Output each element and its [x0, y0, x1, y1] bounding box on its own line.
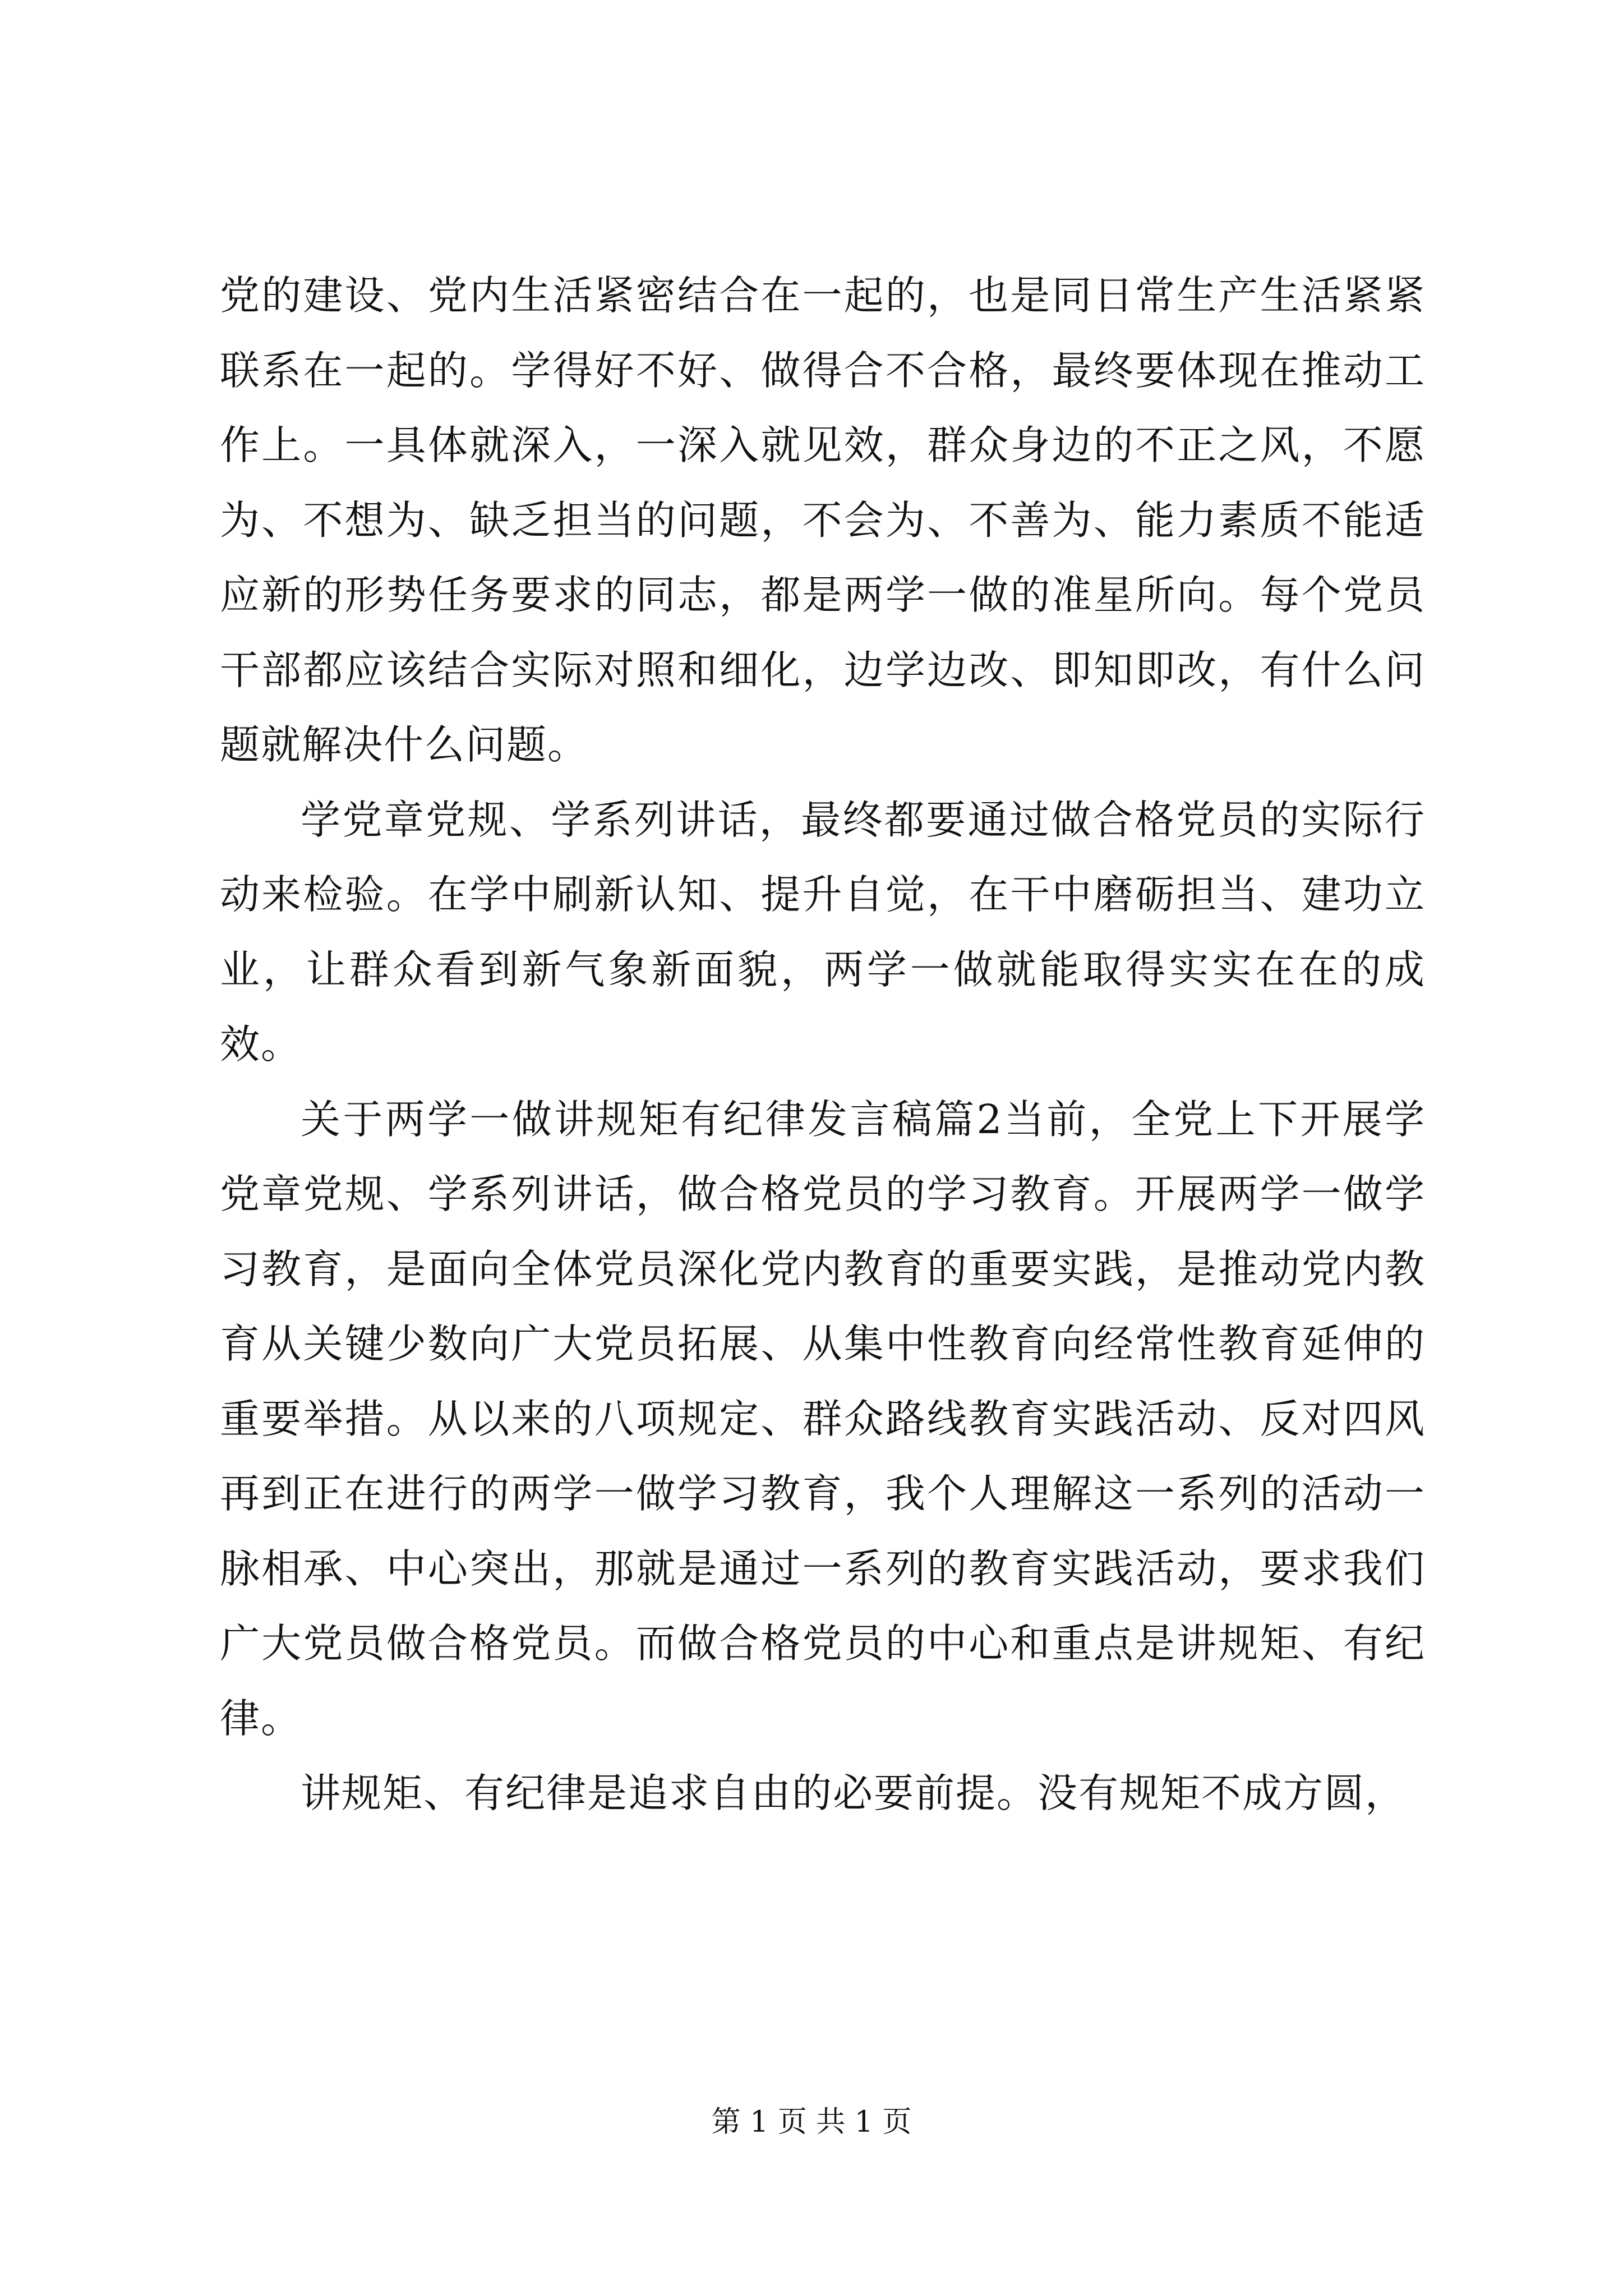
- paragraph-3: 关于两学一做讲规矩有纪律发言稿篇2当前，全党上下开展学党章党规、学系列讲话，做合格党员的学习教育。开展两学一做学习教育，是面向全体党员深化党内教育的重要实践，是推动党内教育从关键少数向广大党员拓展、从集中性教育向经常性教育延伸的重要举措。从以来的八项规定、群众路线教育实践活动、反对四风再到正在进行的两学一做学习教育，我个人理解这一系列的活动一脉相承、中心突出，那就是通过一系列的教育实践活动，要求我们广大党员做合格党员。而做合格党员的中心和重点是讲规矩、有纪律。: [220, 1096, 1426, 1742]
- document-body: [220, 258, 1426, 1831]
- paragraph-1: 党的建设、党内生活紧密结合在一起的，也是同日常生产生活紧紧联系在一起的。学得好不好、做得合不合格，最终要体现在推动工作上。一具体就深入，一深入就见效，群众身边的不正之风，不愿为、不想为、缺乏担当的问题，不会为、不善为、能力素质不能适应新的形势任务要求的同志，都是两学一做的准星所向。每个党员干部都应该结合实际对照和细化，边学边改、即知即改，有什么问题就解决什么问题。: [220, 272, 1426, 768]
- page-footer: [0, 2098, 1623, 2140]
- paragraph-2: 学党章党规、学系列讲话，最终都要通过做合格党员的实际行动来检验。在学中刷新认知、提升自觉，在干中磨砺担当、建功立业，让群众看到新气象新面貌，两学一做就能取得实实在在的成效。: [220, 796, 1426, 1068]
- page-number-label: 第 1 页 共 1 页: [711, 2105, 912, 2139]
- paragraph-4: 讲规矩、有纪律是追求自由的必要前提。没有规矩不成方圆，: [301, 1770, 1407, 1816]
